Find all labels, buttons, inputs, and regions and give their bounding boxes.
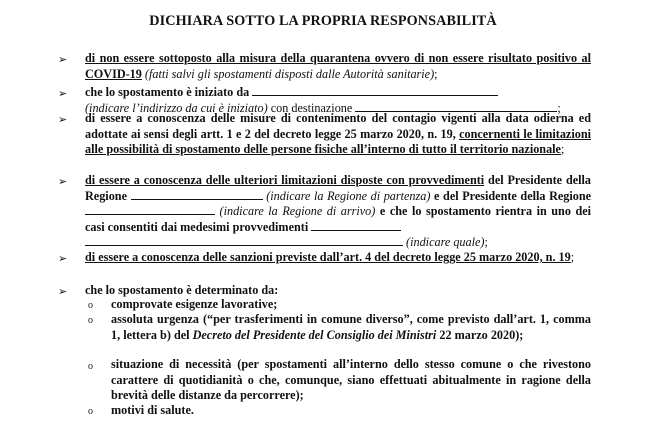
- destinazione-label: con destinazione: [270, 100, 353, 115]
- origin-address-field[interactable]: [252, 85, 498, 96]
- misure-text: di essere a conoscenza delle misure di contenimento del contagio vigenti alla data odierna ed adottate ai sensi degli artt. 1 e 2 del decreto legge 25 marzo 2020, n. 19: [85, 111, 591, 141]
- regione-partenza-field[interactable]: [131, 189, 263, 200]
- quarantena-text: di non essere sottoposto alla misura della quarantena ovvero di non essere risultato positivo al COVID-19: [85, 51, 591, 81]
- misure-limitazioni: concernenti le limitazioni alle possibilità di spostamento delle persone fisiche all’interno di tutto il territorio nazionale: [85, 126, 591, 157]
- reason-necessita: situazione di necessità (per spostamenti all’interno dello stesso comune o che rivestono carattere di quotidianità o che, comunque, siano effettuati abitualmente in ragione della brevità delle distanze da percorrere);: [111, 357, 591, 403]
- item-misure: di essere a conoscenza delle misure di contenimento del contagio vigenti alla data odierna ed adottate ai sensi degli artt. 1 e 2 del decreto legge 25 marzo 2020, n. 19, concernenti le limitazioni alle possibilità di spostamento delle persone fisiche all’interno di tutto il territorio nazionale;: [85, 111, 591, 157]
- circle-bullet-icon: o: [88, 300, 93, 311]
- destination-field[interactable]: [355, 101, 557, 112]
- iniziato-note: (indicare l’indirizzo da cui è iniziato): [85, 100, 268, 115]
- item-quarantena: di non essere sottoposto alla misura della quarantena ovvero di non essere risultato positivo al COVID-19 (fatti salvi gli spostamenti disposti dalle Autorità sanitarie);: [85, 51, 591, 81]
- circle-bullet-icon: o: [88, 361, 93, 372]
- determinato-text: che lo spostamento è determinato da:: [85, 283, 279, 297]
- arrow-bullet-icon: ➢: [58, 54, 68, 66]
- item-iniziato: che lo spostamento è iniziato da (indicare l’indirizzo da cui è iniziato) con destinazione ;: [85, 85, 561, 115]
- provvedimento-field-b[interactable]: [85, 235, 403, 246]
- reason-urgenza: assoluta urgenza (“per trasferimenti in comune diverso”, come previsto dall’art. 1, comma 1, lettera b) del Decreto del Presidente del Consiglio dei Ministri 22 marzo 2020);: [111, 312, 591, 342]
- arrow-bullet-icon: ➢: [58, 88, 68, 100]
- item-ulteriori: di essere a conoscenza delle ulteriori limitazioni disposte con provvedimenti del Presidente della Regione (indicare la Regione di partenza) e del Presidente della Regione (indicare la Regione di arrivo) e che lo spostamento rientra in uno dei casi consentiti dai medesimi provvedimenti (indicare quale);: [85, 173, 592, 250]
- reason-lavoro: comprovate esigenze lavorative;: [111, 297, 278, 311]
- quarantena-note: (fatti salvi gli spostamenti disposti dalle Autorità sanitarie): [144, 66, 435, 81]
- arrow-bullet-icon: ➢: [58, 253, 68, 265]
- sanzioni-text: di essere a conoscenza delle sanzioni previste dall’art. 4 del decreto legge 25 marzo 2020, n. 19: [85, 250, 571, 264]
- arrow-bullet-icon: ➢: [58, 176, 68, 188]
- circle-bullet-icon: o: [88, 315, 93, 326]
- arrow-bullet-icon: ➢: [58, 286, 68, 298]
- iniziato-label: che lo spostamento è iniziato da: [85, 85, 250, 99]
- reason-salute: motivi di salute.: [111, 403, 194, 417]
- provvedimento-field-a[interactable]: [311, 220, 401, 231]
- page-title: DICHIARA SOTTO LA PROPRIA RESPONSABILITÀ: [149, 13, 497, 29]
- circle-bullet-icon: o: [88, 406, 93, 417]
- item-sanzioni: di essere a conoscenza delle sanzioni previste dall’art. 4 del decreto legge 25 marzo 2020, n. 19;: [85, 250, 575, 264]
- regione-arrivo-field[interactable]: [85, 204, 215, 215]
- arrow-bullet-icon: ➢: [58, 114, 68, 126]
- ulteriori-text: di essere a conoscenza delle ulteriori limitazioni disposte con provvedimenti: [85, 173, 485, 187]
